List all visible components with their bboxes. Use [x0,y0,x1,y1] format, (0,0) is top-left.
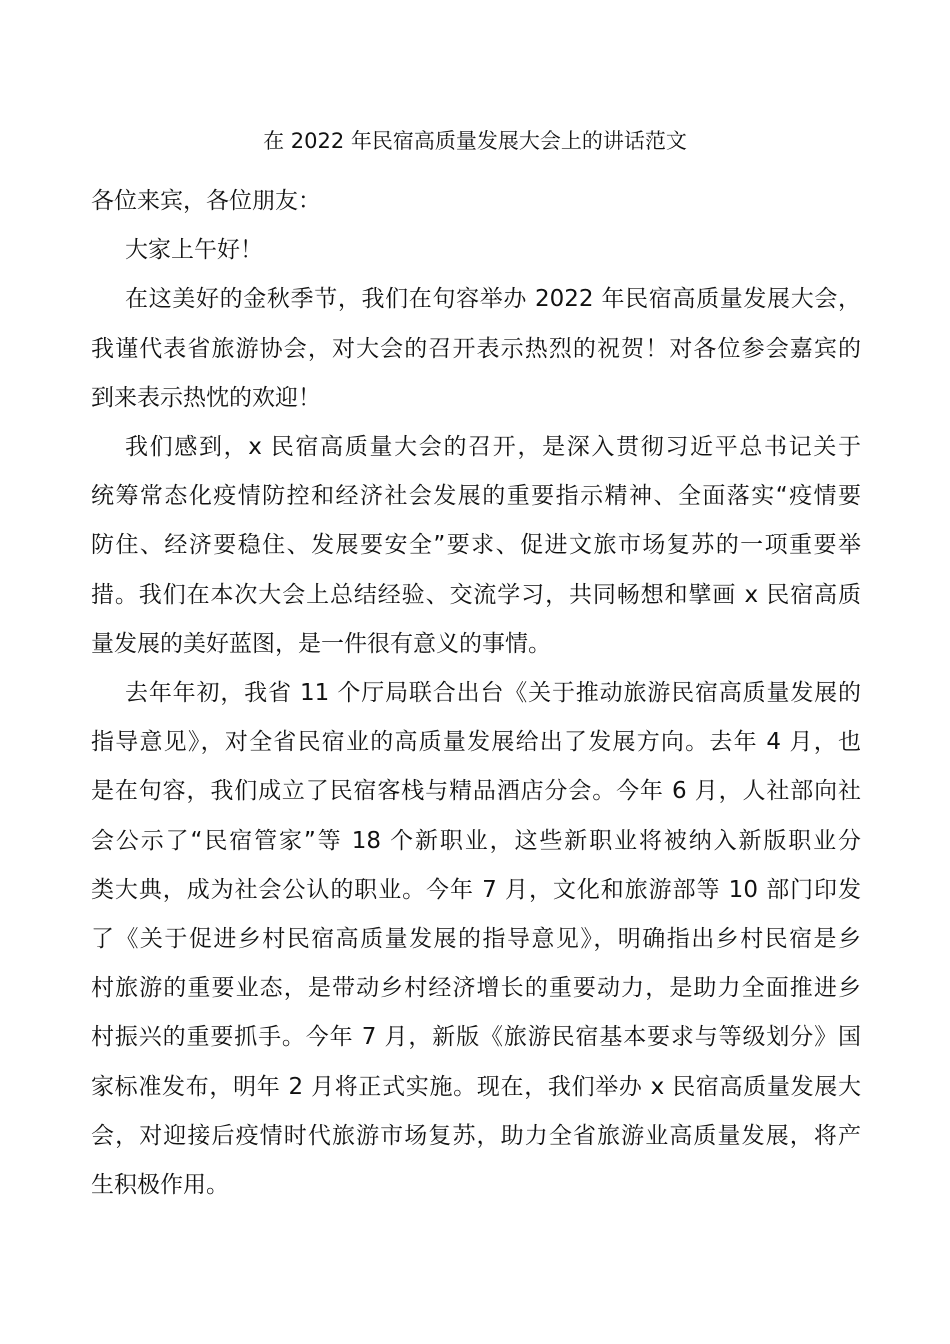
text-line: 生积极作用。 [91,1172,229,1198]
text-line: 指导意见》，对全省民宿业的高质量发展给出了发展方向。去年 4 月，也 [91,729,861,756]
text-line: 各位来宾，各位朋友： [91,188,321,214]
text-line: 村振兴的重要抓手。今年 7 月，新版《旅游民宿基本要求与等级划分》国 [91,1024,861,1051]
text-line: 防住、经济要稳住、发展要安全”要求、促进文旅市场复苏的一项重要举 [91,532,861,559]
text-line: 我们感到，x 民宿高质量大会的召开，是深入贯彻习近平总书记关于 [125,434,861,460]
text-line: 大家上午好！ [125,237,263,264]
text-line: 到来表示热忱的欢迎！ [91,384,321,411]
text-line: 是在句容，我们成立了民宿客栈与精品酒店分会。今年 6 月，人社部向社 [91,778,861,805]
text-line: 统筹常态化疫情防控和经济社会发展的重要指示精神、全面落实“疫情要 [91,483,861,510]
text-line: 村旅游的重要业态，是带动乡村经济增长的重要动力，是助力全面推进乡 [91,975,861,1002]
document-title: 在 2022 年民宿高质量发展大会上的讲话范文 [263,129,687,153]
text-line: 我谨代表省旅游协会，对大会的召开表示热烈的祝贺！对各位参会嘉宾的 [91,335,861,362]
text-line: 了《关于促进乡村民宿高质量发展的指导意见》，明确指出乡村民宿是乡 [91,926,861,952]
text-line: 在这美好的金秋季节，我们在句容举办 2022 年民宿高质量发展大会， [125,286,861,313]
text-line: 类大典，成为社会公认的职业。今年 7 月，文化和旅游部等 10 部门印发 [91,876,861,903]
text-line: 措。我们在本次大会上总结经验、交流学习，共同畅想和擘画 x 民宿高质 [91,581,861,608]
text-line: 量发展的美好蓝图，是一件很有意义的事情。 [91,630,551,657]
text-line: 会，对迎接后疫情时代旅游市场复苏，助力全省旅游业高质量发展，将产 [91,1122,861,1149]
text-line: 去年年初，我省 11 个厅局联合出台《关于推动旅游民宿高质量发展的 [125,680,861,706]
text-line: 家标准发布，明年 2 月将正式实施。现在，我们举办 x 民宿高质量发展大 [91,1073,861,1100]
text-line: 会公示了“民宿管家”等 18 个新职业，这些新职业将被纳入新版职业分 [91,827,861,854]
